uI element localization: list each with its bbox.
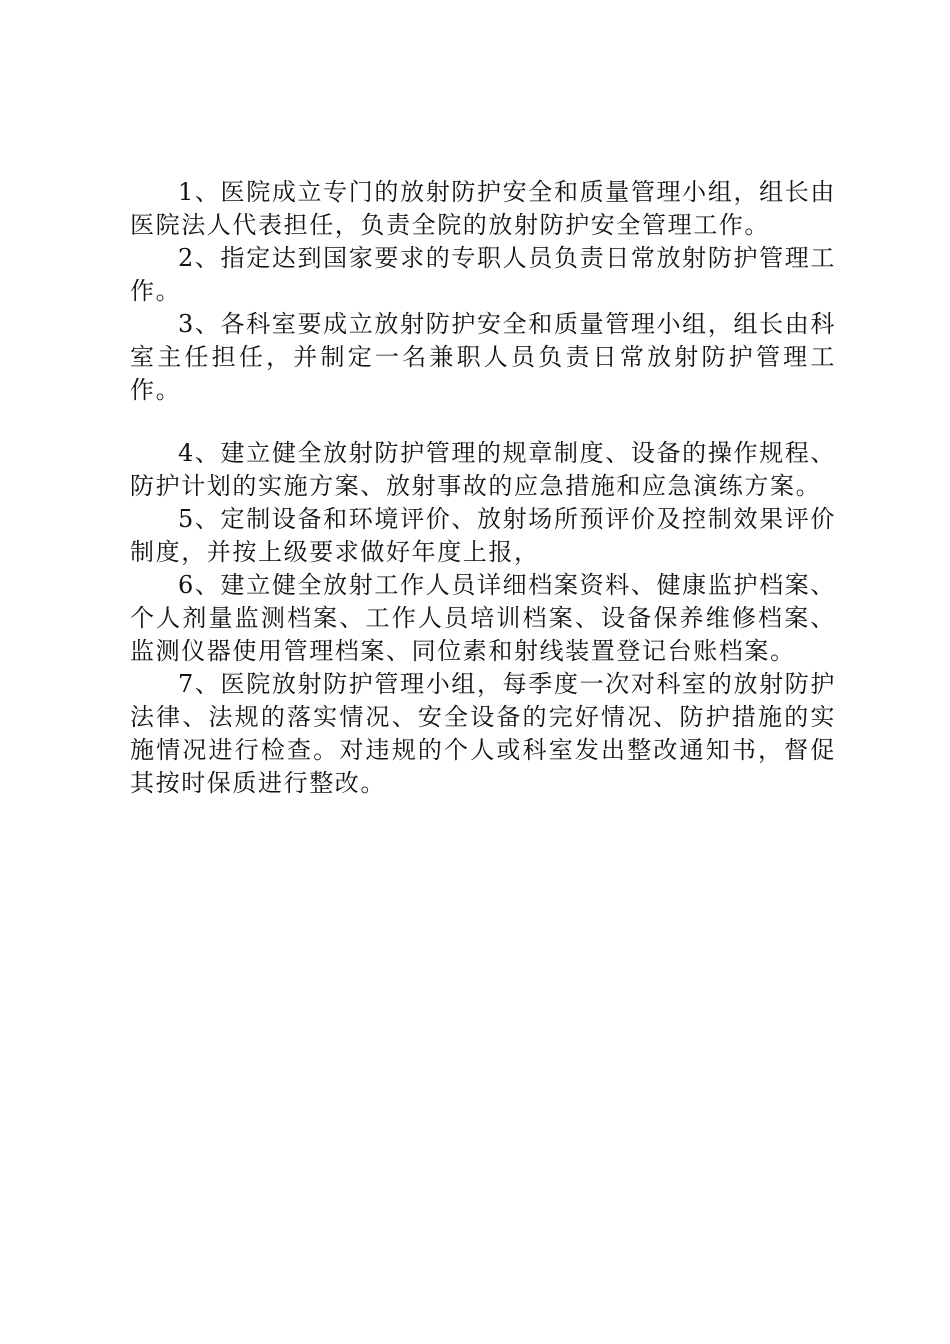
paragraph-5: 5、定制设备和环境评价、放射场所预评价及控制效果评价制度，并按上级要求做好年度上报， <box>130 505 836 566</box>
paragraph-4: 4、建立健全放射防护管理的规章制度、设备的操作规程、防护计划的实施方案、放射事故的应急措施和应急演练方案。 <box>130 439 836 500</box>
document-body <box>130 176 836 800</box>
paragraph-3: 3、各科室要成立放射防护安全和质量管理小组，组长由科室主任担任，并制定一名兼职人员负责日常放射防护管理工作。 <box>130 310 836 404</box>
paragraph-6: 6、建立健全放射工作人员详细档案资料、健康监护档案、个人剂量监测档案、工作人员培训档案、设备保养维修档案、监测仪器使用管理档案、同位素和射线装置登记台账档案。 <box>130 571 836 665</box>
paragraph-1: 1、医院成立专门的放射防护安全和质量管理小组，组长由医院法人代表担任，负责全院的放射防护安全管理工作。 <box>130 178 836 239</box>
paragraph-7: 7、医院放射防护管理小组，每季度一次对科室的放射防护法律、法规的落实情况、安全设备的完好情况、防护措施的实施情况进行检查。对违规的个人或科室发出整改通知书，督促其按时保质进行整改。 <box>130 670 836 797</box>
paragraph-2: 2、指定达到国家要求的专职人员负责日常放射防护管理工作。 <box>130 244 836 305</box>
paragraph-spacer <box>130 407 836 437</box>
